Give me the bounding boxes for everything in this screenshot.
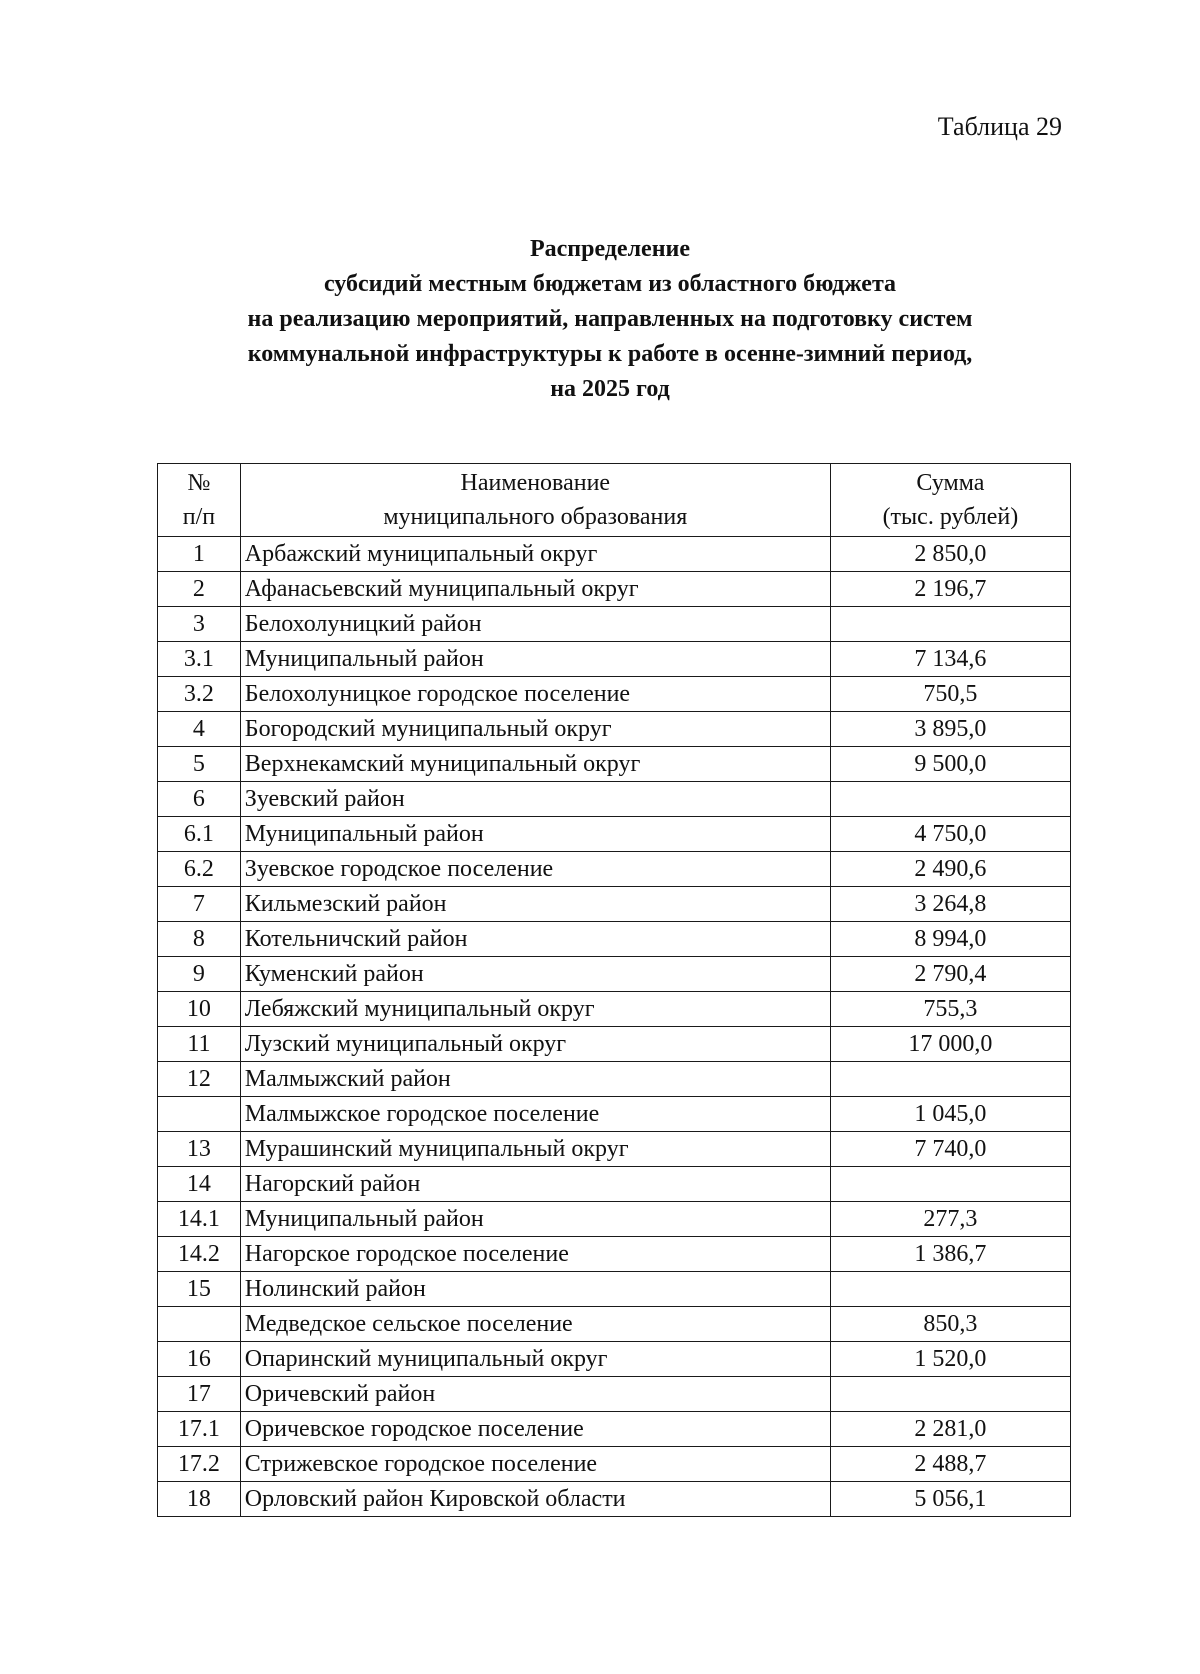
row-number-cell: 6.2 <box>158 852 241 887</box>
table-body <box>158 537 1071 1517</box>
row-sum-cell: 2 850,0 <box>830 537 1070 572</box>
row-sum-cell: 4 750,0 <box>830 817 1070 852</box>
header-number-line: № <box>187 470 211 496</box>
row-name-cell: Белохолуницкий район <box>240 607 830 642</box>
row-sum-cell: 850,3 <box>830 1307 1070 1342</box>
row-number-cell: 2 <box>158 572 241 607</box>
row-sum-cell: 5 056,1 <box>830 1482 1070 1517</box>
table-row <box>158 852 1071 887</box>
row-number-cell: 17.2 <box>158 1447 241 1482</box>
table-row <box>158 537 1071 572</box>
table-row <box>158 1202 1071 1237</box>
table-row <box>158 1167 1071 1202</box>
row-name-cell: Малмыжское городское поселение <box>240 1097 830 1132</box>
table-row <box>158 922 1071 957</box>
subsidy-table <box>157 463 1071 1517</box>
row-name-cell: Стрижевское городское поселение <box>240 1447 830 1482</box>
row-sum-cell: 2 281,0 <box>830 1412 1070 1447</box>
header-name-line: Наименование <box>460 470 611 496</box>
row-number-cell: 16 <box>158 1342 241 1377</box>
row-name-cell: Котельничский район <box>240 922 830 957</box>
row-name-cell: Богородский муниципальный округ <box>240 712 830 747</box>
table-row <box>158 887 1071 922</box>
row-sum-cell: 7 134,6 <box>830 642 1070 677</box>
row-number-cell: 17 <box>158 1377 241 1412</box>
row-name-cell: Мурашинский муниципальный округ <box>240 1132 830 1167</box>
row-name-cell: Нагорское городское поселение <box>240 1237 830 1272</box>
table-row <box>158 1027 1071 1062</box>
row-name-cell: Опаринский муниципальный округ <box>240 1342 830 1377</box>
row-number-cell: 18 <box>158 1482 241 1517</box>
row-number-cell: 4 <box>158 712 241 747</box>
row-sum-cell <box>830 1167 1070 1202</box>
row-name-cell: Верхнекамский муниципальный округ <box>240 747 830 782</box>
table-row <box>158 712 1071 747</box>
table-row <box>158 1272 1071 1307</box>
table-row <box>158 1412 1071 1447</box>
row-sum-cell: 1 386,7 <box>830 1237 1070 1272</box>
row-number-cell: 5 <box>158 747 241 782</box>
table-row <box>158 1447 1071 1482</box>
header-sum-line: (тыс. рублей) <box>882 504 1019 530</box>
table-number: Таблица 29 <box>937 112 1062 141</box>
row-number-cell <box>158 1307 241 1342</box>
row-number-cell: 3.2 <box>158 677 241 712</box>
table-row <box>158 992 1071 1027</box>
row-sum-cell <box>830 1377 1070 1412</box>
row-sum-cell: 2 790,4 <box>830 957 1070 992</box>
row-sum-cell: 2 196,7 <box>830 572 1070 607</box>
title-line: на 2025 год <box>550 376 670 402</box>
row-sum-cell: 9 500,0 <box>830 747 1070 782</box>
table-row <box>158 607 1071 642</box>
row-name-cell: Медведское сельское поселение <box>240 1307 830 1342</box>
row-sum-cell: 750,5 <box>830 677 1070 712</box>
row-name-cell: Лебяжский муниципальный округ <box>240 992 830 1027</box>
row-sum-cell: 1 045,0 <box>830 1097 1070 1132</box>
row-number-cell: 14.2 <box>158 1237 241 1272</box>
row-name-cell: Зуевский район <box>240 782 830 817</box>
row-number-cell: 17.1 <box>158 1412 241 1447</box>
row-name-cell: Оричевское городское поселение <box>240 1412 830 1447</box>
row-number-cell: 3.1 <box>158 642 241 677</box>
header-number-line: п/п <box>182 504 216 530</box>
row-sum-cell <box>830 782 1070 817</box>
header-number <box>158 464 241 537</box>
row-sum-cell: 1 520,0 <box>830 1342 1070 1377</box>
row-name-cell: Кильмезский район <box>240 887 830 922</box>
row-name-cell: Оричевский район <box>240 1377 830 1412</box>
row-number-cell: 15 <box>158 1272 241 1307</box>
row-name-cell: Лузский муниципальный округ <box>240 1027 830 1062</box>
row-number-cell: 13 <box>158 1132 241 1167</box>
row-sum-cell: 2 490,6 <box>830 852 1070 887</box>
row-number-cell: 9 <box>158 957 241 992</box>
row-name-cell: Зуевское городское поселение <box>240 852 830 887</box>
row-sum-cell: 2 488,7 <box>830 1447 1070 1482</box>
title-line: субсидий местным бюджетам из областного бюджета <box>323 271 897 297</box>
row-sum-cell: 277,3 <box>830 1202 1070 1237</box>
row-sum-cell <box>830 1272 1070 1307</box>
row-name-cell: Арбажский муниципальный округ <box>240 537 830 572</box>
row-number-cell: 11 <box>158 1027 241 1062</box>
table-row <box>158 1307 1071 1342</box>
table-row <box>158 1482 1071 1517</box>
row-name-cell: Муниципальный район <box>240 817 830 852</box>
row-name-cell: Куменский район <box>240 957 830 992</box>
document-title <box>150 232 1070 407</box>
row-number-cell: 1 <box>158 537 241 572</box>
table-header-row <box>158 464 1071 537</box>
table-row <box>158 1132 1071 1167</box>
title-line: коммунальной инфраструктуры к работе в осенне-зимний период, <box>247 341 973 367</box>
row-number-cell: 12 <box>158 1062 241 1097</box>
row-number-cell: 7 <box>158 887 241 922</box>
header-sum-line: Сумма <box>916 470 985 496</box>
row-sum-cell: 8 994,0 <box>830 922 1070 957</box>
title-line: на реализацию мероприятий, направленных на подготовку систем <box>247 306 973 332</box>
row-sum-cell <box>830 1062 1070 1097</box>
row-number-cell: 10 <box>158 992 241 1027</box>
row-name-cell: Белохолуницкое городское поселение <box>240 677 830 712</box>
header-name <box>240 464 830 537</box>
title-line: Распределение <box>529 236 691 262</box>
row-sum-cell: 3 895,0 <box>830 712 1070 747</box>
row-name-cell: Афанасьевский муниципальный округ <box>240 572 830 607</box>
row-name-cell: Нагорский район <box>240 1167 830 1202</box>
row-name-cell: Орловский район Кировской области <box>240 1482 830 1517</box>
row-name-cell: Нолинский район <box>240 1272 830 1307</box>
table-row <box>158 677 1071 712</box>
row-sum-cell: 3 264,8 <box>830 887 1070 922</box>
row-name-cell: Муниципальный район <box>240 1202 830 1237</box>
row-sum-cell: 755,3 <box>830 992 1070 1027</box>
row-number-cell: 8 <box>158 922 241 957</box>
table-row <box>158 957 1071 992</box>
table-row <box>158 1342 1071 1377</box>
header-sum <box>830 464 1070 537</box>
row-name-cell: Малмыжский район <box>240 1062 830 1097</box>
row-number-cell: 6 <box>158 782 241 817</box>
table-row <box>158 747 1071 782</box>
table-row <box>158 1237 1071 1272</box>
table-row <box>158 1097 1071 1132</box>
row-sum-cell: 7 740,0 <box>830 1132 1070 1167</box>
table-row <box>158 782 1071 817</box>
table-row <box>158 1377 1071 1412</box>
table-row <box>158 642 1071 677</box>
header-name-line: муниципального образования <box>383 504 688 530</box>
row-number-cell: 14 <box>158 1167 241 1202</box>
table-row <box>158 817 1071 852</box>
table-row <box>158 572 1071 607</box>
row-number-cell: 6.1 <box>158 817 241 852</box>
row-sum-cell <box>830 607 1070 642</box>
row-number-cell: 14.1 <box>158 1202 241 1237</box>
row-name-cell: Муниципальный район <box>240 642 830 677</box>
row-number-cell: 3 <box>158 607 241 642</box>
table-row <box>158 1062 1071 1097</box>
row-number-cell <box>158 1097 241 1132</box>
row-sum-cell: 17 000,0 <box>830 1027 1070 1062</box>
